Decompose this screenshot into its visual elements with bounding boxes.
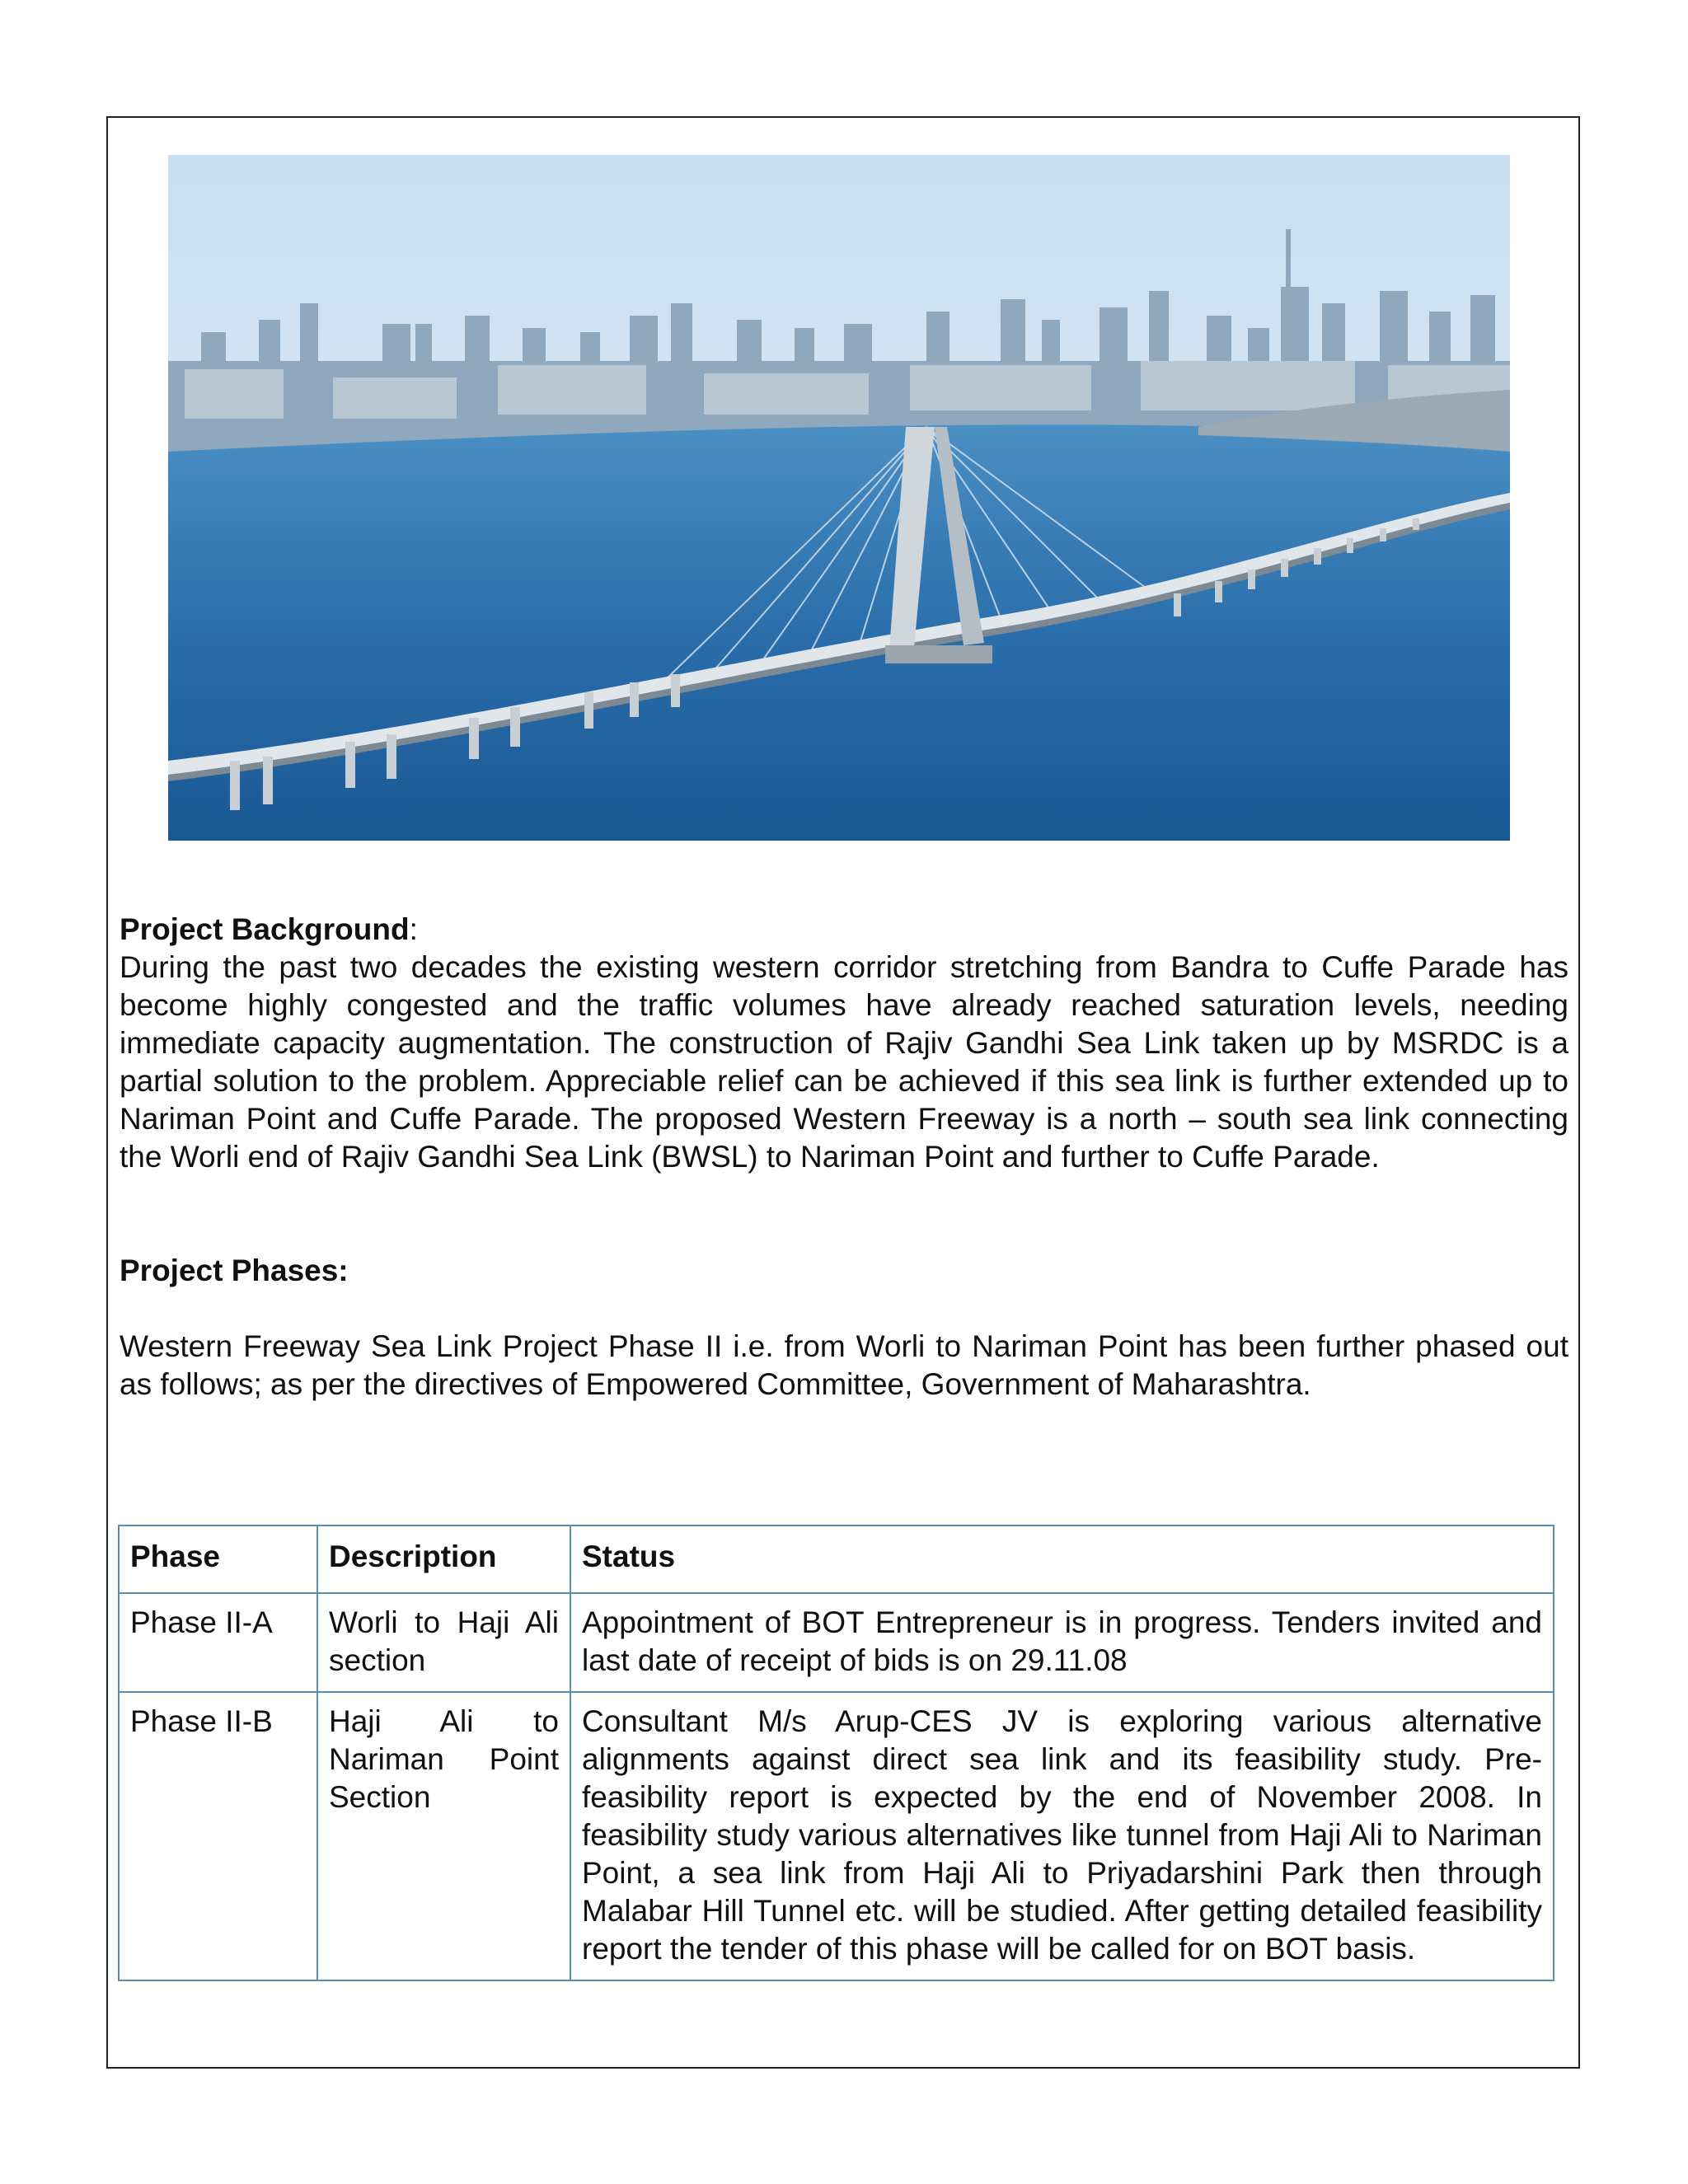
- background-heading-colon: :: [409, 912, 418, 946]
- cell-description: Haji Ali to Nariman Point Section: [317, 1692, 570, 1980]
- phases-intro-paragraph: Western Freeway Sea Link Project Phase II i.e. from Worli to Nariman Point has been further phased out as follows; as per the directives of Empowered Committee, Government of Maharashtra.: [120, 1329, 1568, 1401]
- header-status: Status: [570, 1526, 1554, 1593]
- phases-table: [118, 1525, 1554, 1981]
- table-row: [119, 1692, 1554, 1980]
- cell-status: Appointment of BOT Entrepreneur is in progress. Tenders invited and last date of receipt of bids is on 29.11.08: [570, 1593, 1554, 1692]
- cell-description: Worli to Haji Ali section: [317, 1593, 570, 1692]
- cell-status: Consultant M/s Arup-CES JV is exploring various alternative alignments against direct sea link and its feasibility study. Pre-feasibility report is expected by the end of November 2008. In feasibility study various alternatives like tunnel from Haji Ali to Nariman Point, a sea link from Haji Ali to Priyadarshini Park then through Malabar Hill Tunnel etc. will be studied. After getting detailed feasibility report the tender of this phase will be called for on BOT basis.: [570, 1692, 1554, 1980]
- document-body: [120, 911, 1568, 1404]
- cell-phase: Phase II-B: [119, 1692, 317, 1980]
- spacer: [120, 1176, 1568, 1252]
- sea-link-photo: [168, 155, 1510, 841]
- header-description: Description: [317, 1526, 570, 1593]
- spacer: [120, 1290, 1568, 1328]
- phases-heading: Project Phases:: [120, 1254, 349, 1287]
- header-phase: Phase: [119, 1526, 317, 1593]
- background-paragraph: During the past two decades the existing western corridor stretching from Bandra to Cuffe Parade has become highly congested and the traffic volumes have already reached saturation levels, needing immediate capacity augmentation. The construction of Rajiv Gandhi Sea Link taken up by MSRDC is a partial solution to the problem. Appreciable relief can be achieved if this sea link is further extended up to Nariman Point and Cuffe Parade. The proposed Western Freeway is a north – south sea link connecting the Worli end of Rajiv Gandhi Sea Link (BWSL) to Nariman Point and further to Cuffe Parade.: [120, 950, 1568, 1174]
- cell-phase: Phase II-A: [119, 1593, 317, 1692]
- table-row: [119, 1593, 1554, 1692]
- background-heading: Project Background: [120, 912, 410, 946]
- table-header-row: [119, 1526, 1554, 1593]
- background-heading-line: [120, 911, 1568, 949]
